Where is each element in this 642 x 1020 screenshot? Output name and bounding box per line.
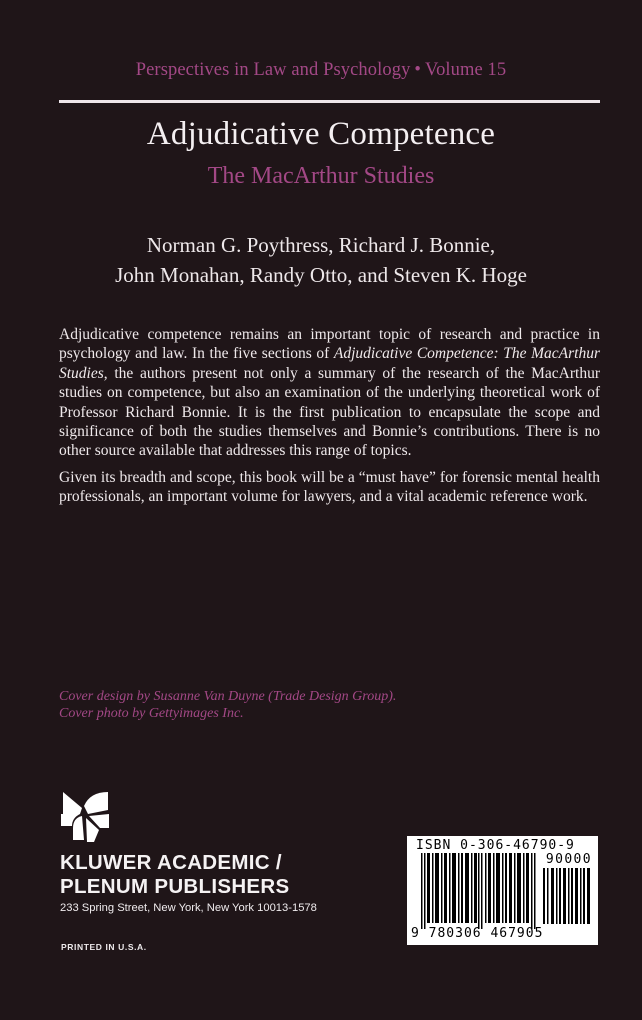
ean-digits: 9 780306 467905 bbox=[411, 926, 544, 941]
kluwer-flower-logo-icon bbox=[60, 790, 112, 842]
cover-design-credit: Cover design by Susanne Van Duyne (Trade Design Group). bbox=[59, 689, 397, 704]
description-text: , the authors present not only a summary of the research of the MacArthur studies on competence, but also an examination of the underlying theoretical work of Professor Richard Bonnie. It is the first publication to encapsulate the scope and significance of both the studies themselves and Bonnie’s contributions. There is no other source available that addresses this range of topics. bbox=[59, 364, 600, 460]
authors bbox=[0, 230, 642, 290]
barcode-bars-icon bbox=[421, 853, 537, 929]
barcode-addon-bars-icon bbox=[543, 868, 591, 924]
isbn-label: ISBN 0-306-46790-9 bbox=[416, 838, 575, 853]
publisher-address: 233 Spring Street, New York, New York 10013-1578 bbox=[60, 902, 317, 914]
description-italic-title: Adjudicative Competence: The MacArthur Studies bbox=[59, 345, 600, 382]
cover-credits bbox=[59, 688, 396, 722]
cover-photo-credit: Cover photo by Gettyimages Inc. bbox=[59, 706, 244, 721]
isbn-barcode bbox=[407, 836, 598, 945]
description-paragraph-2: Given its breadth and scope, this book will be a “must have” for forensic mental health professionals, an important volume for lawyers, and a vital academic reference work. bbox=[59, 468, 600, 506]
price-code: 90000 bbox=[545, 852, 592, 867]
series-name: Perspectives in Law and Psychology bbox=[135, 60, 411, 80]
series-line bbox=[0, 60, 642, 81]
printed-in-notice: PRINTED IN U.S.A. bbox=[61, 942, 147, 952]
publisher-name bbox=[60, 851, 289, 899]
horizontal-rule bbox=[59, 100, 600, 103]
description-paragraph-1 bbox=[59, 325, 600, 461]
authors-line-2: John Monahan, Randy Otto, and Steven K. Hoge bbox=[115, 263, 527, 287]
book-subtitle: The MacArthur Studies bbox=[207, 163, 435, 189]
publisher-name-line-1: KLUWER ACADEMIC / bbox=[60, 851, 282, 874]
series-bullet: • bbox=[414, 60, 421, 80]
publisher-name-line-2: PLENUM PUBLISHERS bbox=[60, 875, 290, 898]
series-volume: Volume 15 bbox=[425, 60, 507, 80]
book-title: Adjudicative Competence bbox=[146, 116, 496, 152]
book-description bbox=[59, 325, 600, 514]
authors-line-1: Norman G. Poythress, Richard J. Bonnie, bbox=[146, 233, 496, 257]
description-text: Adjudicative competence remains an important topic of research and practice in psychology and law. In the five sections of bbox=[59, 326, 600, 363]
